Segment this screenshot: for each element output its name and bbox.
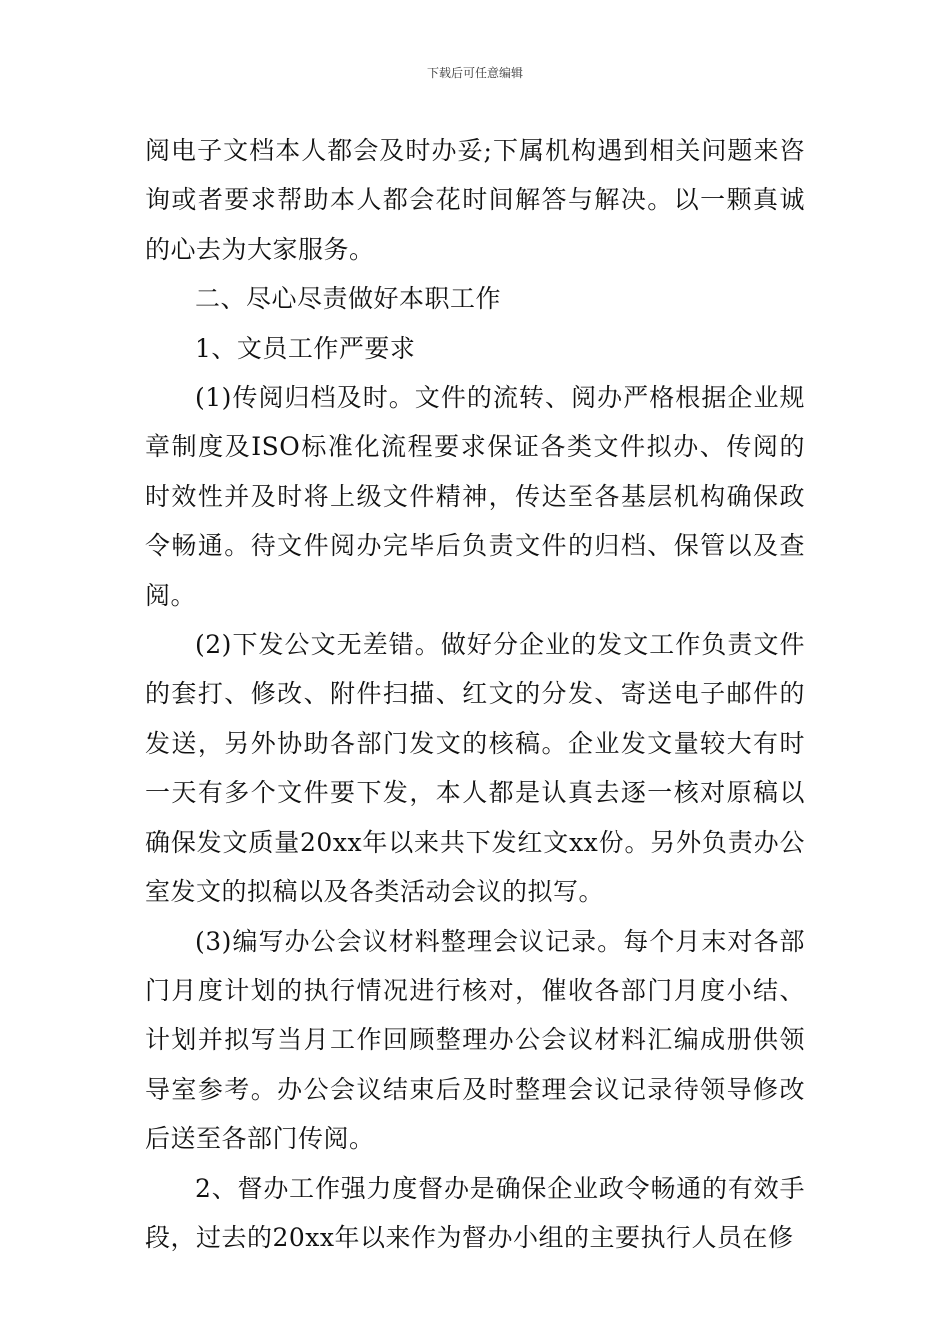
page-header: 下载后可任意编辑 xyxy=(426,66,523,80)
paragraph-supervision: 2、督办工作强力度督办是确保企业政令畅通的有效手段，过去的20xx年以来作为督办小组的主要执行人员在修 xyxy=(145,1173,805,1252)
section-heading: 二、尽心尽责做好本职工作 xyxy=(195,284,502,314)
document-body xyxy=(145,126,805,1262)
subsection-heading: 1、文员工作严要求 xyxy=(195,333,416,363)
paragraph-item-2: (2)下发公文无差错。做好分企业的发文工作负责文件的套打、修改、附件扫描、红文的分发、寄送电子邮件的发送，另外协助各部门发文的核稿。企业发文量较大有时一天有多个文件要下发，本人都是认真去逐一核对原稿以确保发文质量20xx年以来共下发红文xx份。另外负责办公室发文的拟稿以及各类活动会议的拟写。 xyxy=(145,630,805,907)
paragraph-item-1: (1)传阅归档及时。文件的流转、阅办严格根据企业规章制度及ISO标准化流程要求保证各类文件拟办、传阅的时效性并及时将上级文件精神，传达至各基层机构确保政令畅通。待文件阅办完毕后负责文件的归档、保管以及查阅。 xyxy=(145,383,805,610)
paragraph-item-3: (3)编写办公会议材料整理会议记录。每个月末对各部门月度计划的执行情况进行核对，催收各部门月度小结、计划并拟写当月工作回顾整理办公会议材料汇编成册供领导室参考。办公会议结束后及时整理会议记录待领导修改后送至各部门传阅。 xyxy=(145,926,805,1154)
paragraph-continuation: 阅电子文档本人都会及时办妥;下属机构遇到相关问题来咨询或者要求帮助本人都会花时间解答与解决。以一颗真诚的心去为大家服务。 xyxy=(145,136,805,264)
